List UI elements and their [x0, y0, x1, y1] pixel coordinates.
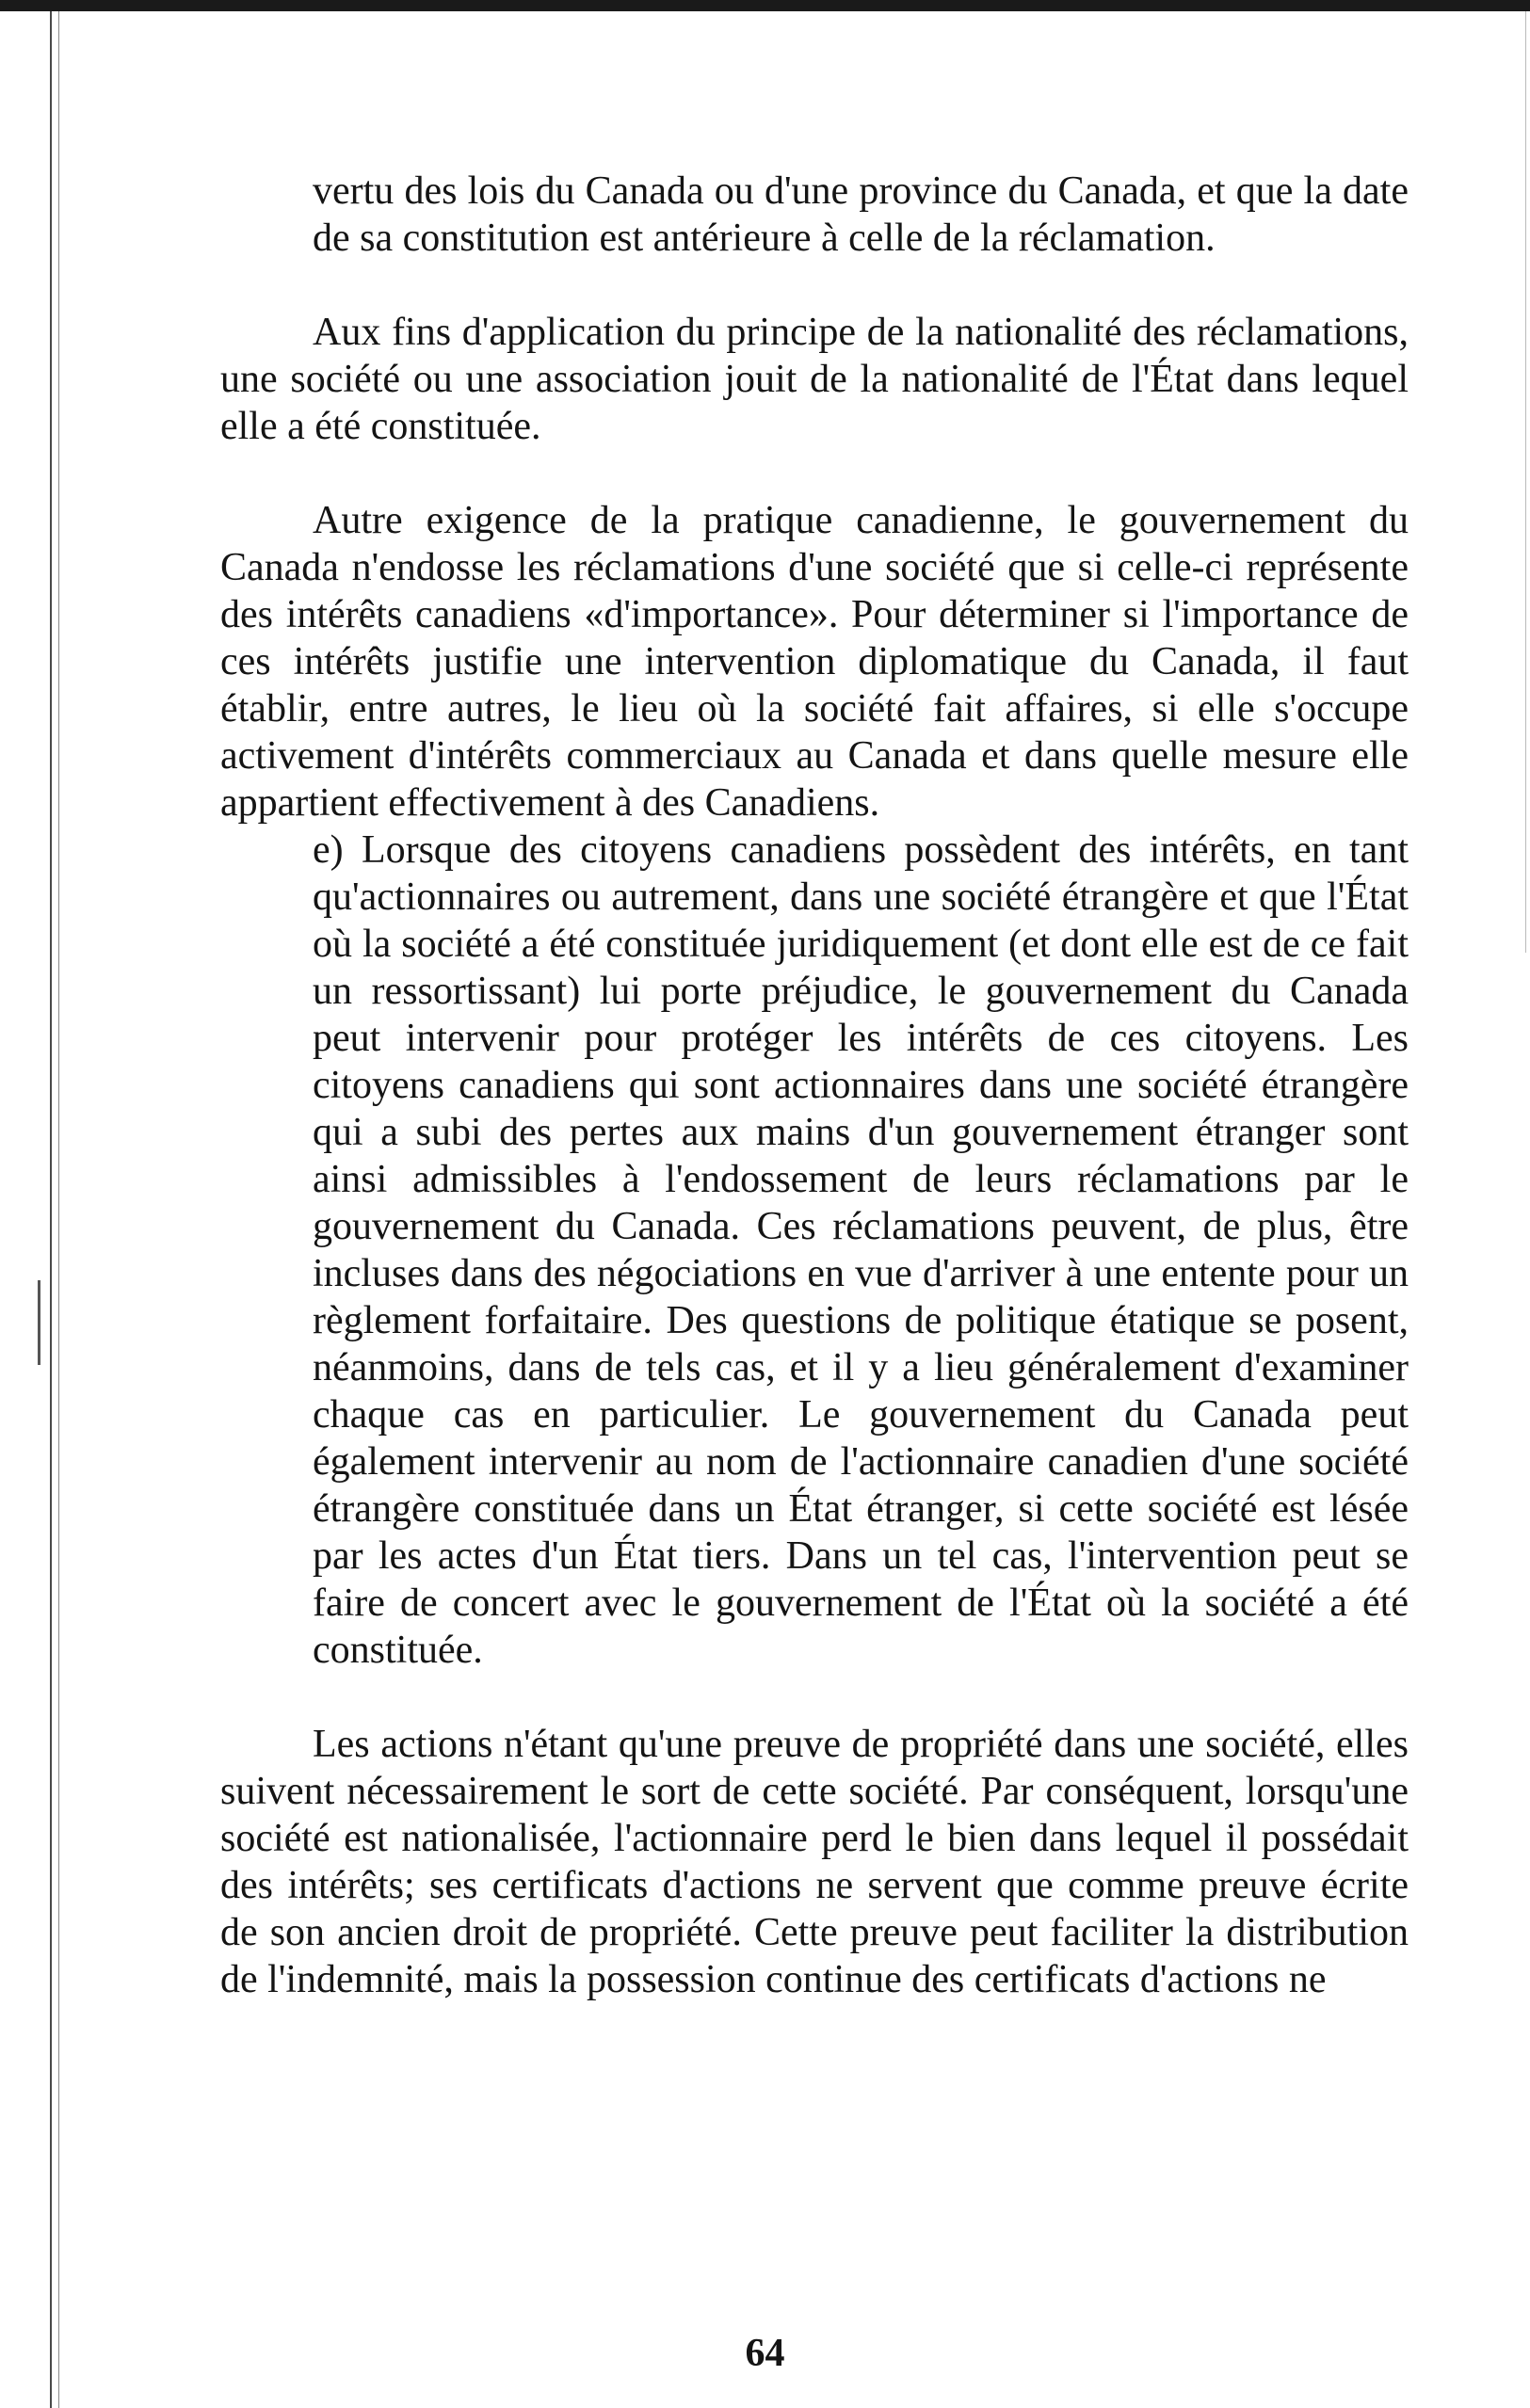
paragraph-shares: Les actions n'étant qu'une preuve de propriété dans une société, elles suivent nécessairement le sort de cette société. Par conséquent, lorsqu'une société est nationalisée, l'actionnaire perd le bien dans lequel il possédait des intérêts; ses certificats d'actions ne servent que comme preuve écrite de son ancien droit de propriété. Cette preuve peut faciliter la distribution de l'indemnité, mais la possession continue des certificats d'actions ne	[220, 1723, 1409, 2001]
list-item-e: e) Lorsque des citoyens canadiens possèdent des intérêts, en tant qu'actionnaires ou autrement, dans une société étrangère et que l'État où la société a été constituée juridiquement (et dont elle est de ce fait un ressortissant) lui porte préjudice, le gouvernement du Canada peut intervenir pour protéger les intérêts de ces citoyens. Les citoyens canadiens qui sont actionnaires dans une société étrangère qui a subi des pertes aux mains d'un gouvernement étranger sont ainsi admissibles à l'endossement de leurs réclamations par le gouvernement du Canada. Ces réclamations peuvent, de plus, être incluses dans des négociations en vue d'arriver à une entente pour un règlement forfaitaire. Des questions de politique étatique se posent, néanmoins, dans de tels cas, et il y a lieu généralement d'examiner chaque cas en particulier. Le gouvernement du Canada peut également intervenir au nom de l'actionnaire canadien d'une société étrangère constituée dans un État étranger, si cette société est lésée par les actes d'un État tiers. Dans un tel cas, l'intervention peut se faire de concert avec le gouvernement de l'État où la société a été constituée.	[313, 828, 1409, 1672]
paragraph-nationality: Aux fins d'application du principe de la nationalité des réclamations, une société ou une association jouit de la nationalité de l'État dans lequel elle a été constituée.	[220, 311, 1409, 448]
binding-gutter-line	[50, 11, 52, 2408]
top-scan-border	[0, 0, 1530, 11]
paragraph-continuation: vertu des lois du Canada ou d'une province du Canada, et que la date de sa constitution est antérieure à celle de la réclamation.	[313, 169, 1409, 260]
right-page-edge	[1525, 11, 1526, 953]
page-body	[220, 168, 1409, 2050]
paragraph-canadian-practice: Autre exigence de la pratique canadienne, le gouvernement du Canada n'endosse les réclamations d'une société que si celle-ci représente des intérêts canadiens «d'importance». Pour déterminer si l'importance de ces intérêts justifie une intervention diplomatique du Canada, il faut établir, entre autres, le lieu où la société fait affaires, si elle s'occupe activement d'intérêts commerciaux au Canada et dans quelle mesure elle appartient effectivement à des Canadiens.	[220, 499, 1409, 825]
page-number: 64	[745, 2332, 785, 2375]
gutter-mark	[38, 1280, 40, 1365]
binding-gutter-line-secondary	[58, 11, 59, 2408]
